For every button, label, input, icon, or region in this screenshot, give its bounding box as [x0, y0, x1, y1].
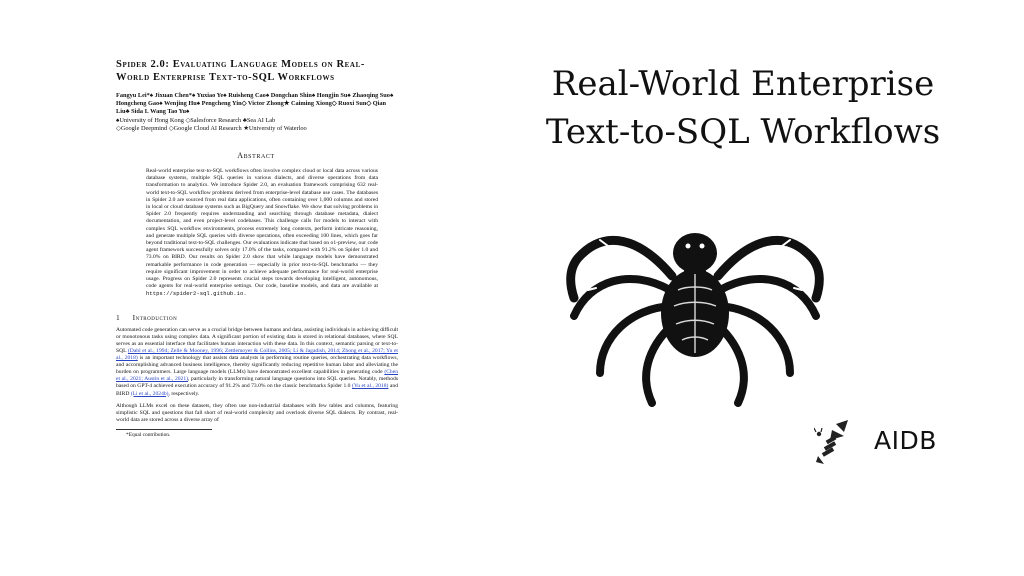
intro-text-1e: , respectively. [168, 390, 200, 397]
citation-link[interactable]: (Chen et al., 2021; Austin et al., 2021) [116, 369, 398, 383]
headline-line-1: Real-World Enterprise [551, 64, 935, 104]
footnote: *Equal contribution. [126, 431, 171, 438]
intro-text-1c: , particularly in transforming natural language questions into SQL queries. Notably, methods based on GPT-4 achieved execution accuracy of 91.2% and 73.0% on the classic benchmarks Spider 1.0 [116, 376, 398, 390]
headline [508, 60, 978, 156]
headline-line-2: Text-to-SQL Workflows [545, 112, 941, 152]
abstract-text [146, 168, 378, 299]
abstract-url: https://spider2-sql.github.io. [146, 290, 247, 298]
paper-affiliations-2: ◇Google Deepmind ◇Google Cloud AI Research ★University of Waterloo [116, 124, 307, 132]
intro-text-1d: and BIRD [116, 383, 398, 397]
abstract-heading: Abstract [237, 151, 275, 161]
section-heading [116, 313, 400, 322]
citation-link[interactable]: (Dahl et al., 1994; Zelle & Mooney, 1996; Zettlemoyer & Collins, 2005; Li & Jagadish, 2014; Zhong et al., 2017; Yu et al., 2018) [116, 347, 398, 362]
intro-paragraph-1 [116, 327, 398, 398]
intro-text-1a: Automated code generation can serve as a crucial bridge between humans and data, assisting individuals in achieving difficult or monotonous tasks using complex data. A significant portion of existing data is stored in relational databases, where SQL serves as an essential interface that facilitates human interaction with these data. In this context, semantic parsing or text-to-SQL [116, 326, 398, 354]
spider-icon [560, 198, 830, 408]
intro-body [116, 327, 398, 424]
citation-link[interactable]: (Li et al., 2024b) [130, 390, 169, 397]
paper-authors: Fangyu Lei*♠ Jixuan Chen*♠ Yuxiao Ye♠ Ruisheng Cao♠ Dongchan Shin♠ Hongjin Su♠ Zhaoqing Suo♠ Hongcheng Gao♠ Wenjing Hu♠ Pengcheng Yin◇ Victor Zhong★ Caiming Xiong◇ Ruoxi Sun◇ Qian Liu♣ Sida I. Wang Tao Yu♠ [116, 92, 394, 116]
section-number: 1 [116, 312, 121, 322]
paper-authors-block [116, 92, 396, 133]
section-title: Introduction [132, 312, 178, 322]
abstract-body: Real-world enterprise text-to-SQL workflows often involve complex cloud or local data across various database systems, multiple SQL queries in various dialects, and diverse operations from data transformation to analytics. We introduce Spider 2.0, an evaluation framework comprising 632 real-world text-to-SQL workflow problems derived from enterprise-level database use cases. The databases in Spider 2.0 are sourced from real data applications, often containing over 1,000 columns and stored in local or cloud database systems such as BigQuery and Snowflake. We show that solving problems in Spider 2.0 frequently requires understanding and searching through database metadata, dialect documentation, and even project-level codebases. This challenge calls for models to interact with complex SQL workflow environments, process extremely long contexts, perform intricate reasoning, and generate multiple SQL queries with diverse operations, often exceeding 100 lines, which goes far beyond traditional text-to-SQL challenges. Our evaluations indicate that based on o1-preview, our code agent framework successfully solves only 17.0% of the tasks, compared with 91.2% on Spider 1.0 and 73.0% on BIRD. Our results on Spider 2.0 show that while language models have demonstrated remarkable performance in code generation — especially in prior text-to-SQL benchmarks — they require significant improvement in order to achieve adequate performance for real-world enterprise usage. Progress on Spider 2.0 represents crucial steps towards developing intelligent, autonomous, code agents for real-world enterprise settings. Our code, baseline models, and data are available at [146, 168, 378, 290]
intro-paragraph-2: Although LLMs excel on these datasets, they often use non-industrial databases with few tables and columns, featuring simplistic SQL and questions that fall short of real-world complexity and overlook diverse SQL dialects. By contrast, real-world data are stored across a diverse array of [116, 402, 398, 423]
brand [814, 420, 964, 464]
paper-affiliations-1: ♠University of Hong Kong ◇Salesforce Research ♣Sea AI Lab [116, 116, 276, 124]
brand-name: AIDB [874, 426, 937, 455]
bee-logo-icon [814, 420, 854, 464]
paper-title: Spider 2.0: Evaluating Language Models on Real-World Enterprise Text-to-SQL Workflows [116, 59, 365, 83]
footnote-rule [116, 429, 212, 430]
paper-page [112, 58, 400, 528]
intro-text-1b: is an important technology that assists data analysts in performing routine queries, orchestrating data workflows, and accomplishing advanced business intelligence, thereby significantly reducing repetitive human labor and alleviating the burden on programmers. Large language models (LLMs) have demonstrated excellent capabilities in generating code [116, 355, 398, 376]
citation-link[interactable]: (Yu et al., 2018) [351, 383, 389, 390]
